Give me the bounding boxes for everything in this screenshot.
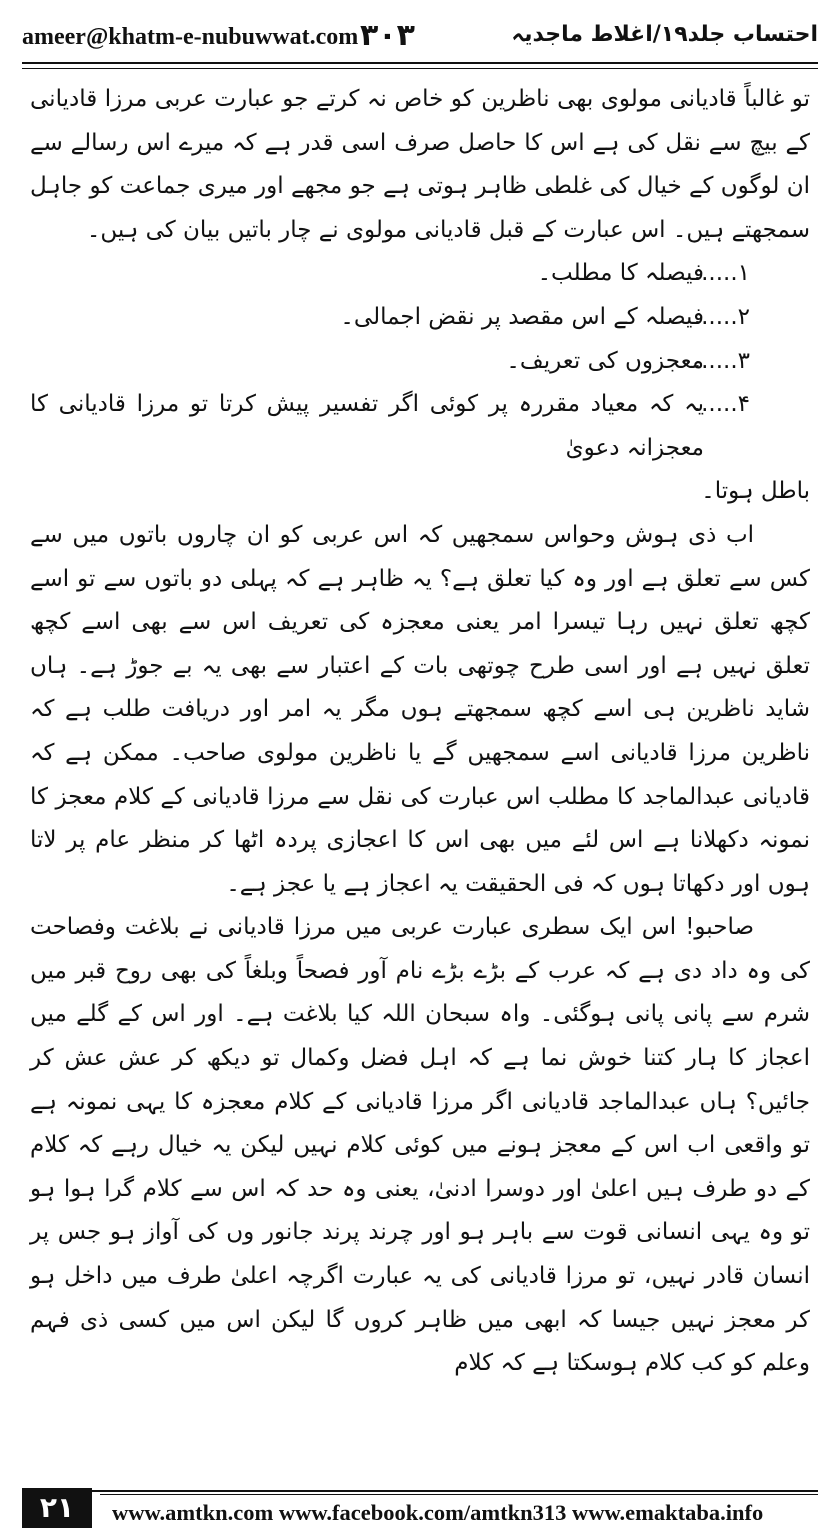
list-item — [30, 296, 810, 340]
header-page-number: ۳۰۳ — [360, 18, 415, 53]
list-item-text: یہ کہ معیاد مقررہ پر کوئی اگر تفسیر پیش کرتا تو مرزا قادیانی کا معجزانہ دعویٰ — [30, 391, 704, 461]
header-email: ameer@khatm-e-nubuwwat.com — [22, 24, 359, 50]
paragraph-3: صاحبو! اس ایک سطری عبارت عربی میں مرزا قادیانی نے بلاغت وفصاحت کی وہ داد دی ہے کہ عرب کے بڑے بڑے نام آور فصحاً وبلغاً کی بھی روح قبر میں شرم سے پانی پانی ہوگئی۔ واہ سبحان اللہ کیا بلاغت ہے۔ اور اس کے گلے میں اعجاز کا ہار کتنا خوش نما ہے کہ اہل فضل وکمال تو دیکھ کر عش عش کر جائیں؟ ہاں عبدالماجد قادیانی اگر مرزا قادیانی کے کلام معجزہ کا یہی نمونہ ہے تو واقعی اب اس کے معجز ہونے میں کوئی کلام نہیں لیکن یہ خیال رہے کہ کلام کے دو طرف ہیں اعلیٰ اور دوسرا ادنیٰ، یعنی وہ حد کہ اس سے کلام گرا ہوا ہو تو وہ یہی انسانی قوت سے باہر ہو اور چرند پرند جانور وں کی آواز ہو جس پر انسان قادر نہیں، تو مرزا قادیانی کی یہ عبارت اگرچہ اعلیٰ طرف میں داخل ہو کر معجز نہیں جیسا کہ ابھی میں ظاہر کروں گا لیکن اس میں کسی ذی فہم وعلم کو کب کلام ہوسکتا ہے کہ کلام — [30, 914, 810, 1377]
list-item — [30, 340, 810, 384]
list-continuation: باطل ہوتا۔ — [701, 478, 810, 505]
list-item — [30, 383, 810, 470]
list-item-number: ۳...... — [693, 347, 750, 374]
list-item-text: فیصلہ کا مطلب۔ — [537, 260, 704, 287]
paragraph-1: تو غالباً قادیانی مولوی بھی ناظرین کو خاص نہ کرتے جو عبارت عربی مرزا قادیانی کے بیچ سے نقل کی ہے اس کا حاصل صرف اسی قدر ہے کہ میرے اس رسالے سے ان لوگوں کے خیال کی غلطی ظاہر ہوتی ہے جو مجھے اور میری جماعت کو جاہل سمجھتے ہیں۔ اس عبارت کے قبل قادیانی مولوی نے چار باتیں بیان کی ہیں۔ — [30, 86, 810, 243]
header-book-title: احتساب جلد۱۹/اغلاط ماجدیہ — [511, 22, 818, 47]
list-item — [30, 252, 810, 296]
footer-divider-thin — [100, 1494, 818, 1495]
footer-divider — [22, 1490, 818, 1492]
list-item-text: معجزوں کی تعریف۔ — [506, 347, 704, 374]
page-header — [22, 18, 818, 58]
paragraph-2: اب ذی ہوش وحواس سمجھیں کہ اس عربی کو ان چاروں باتوں میں سے کس سے تعلق ہے اور وہ کیا تعلق ہے؟ یہ ظاہر ہے کہ پہلی دو باتوں سے تو اسے کچھ تعلق نہیں رہا تیسرا امر یعنی معجزہ کی تعریف اس سے بھی اسے کچھ تعلق نہیں ہے اور اسی طرح چوتھی بات کے اعتبار سے بھی یہ بے جوڑ ہے۔ ہاں شاید ناظرین ہی اسے کچھ سمجھتے ہوں مگر یہ امر اور دریافت طلب ہے کہ ناظرین مرزا قادیانی اسے سمجھیں گے یا ناظرین مولوی صاحب۔ ممکن ہے کہ قادیانی عبدالماجد کا مطلب اس عبارت کی نقل سے مرزا قادیانی کے کلام معجز کا نمونہ دکھلانا ہے اس لئے میں بھی اس کا اعجازی پردہ اٹھا کر منظر عام پر لاتا ہوں اور دکھاتا ہوں کہ فی الحقیقت یہ اعجاز ہے یا عجز ہے۔ — [30, 521, 810, 897]
footer-website-links: www.amtkn.com www.facebook.com/amtkn313 www.emaktaba.info — [112, 1500, 764, 1525]
list-item-text: فیصلہ کے اس مقصد پر نقض اجمالی۔ — [340, 303, 704, 330]
list-item-number: ۱...... — [693, 260, 750, 287]
list-item-number: ۲...... — [693, 303, 750, 330]
numbered-list — [30, 252, 810, 470]
footer-page-number: ۲۱ — [22, 1488, 92, 1528]
list-item-number: ۴...... — [693, 391, 750, 418]
header-divider-thin — [22, 68, 818, 69]
header-divider — [22, 62, 818, 64]
page-body — [30, 78, 810, 1386]
